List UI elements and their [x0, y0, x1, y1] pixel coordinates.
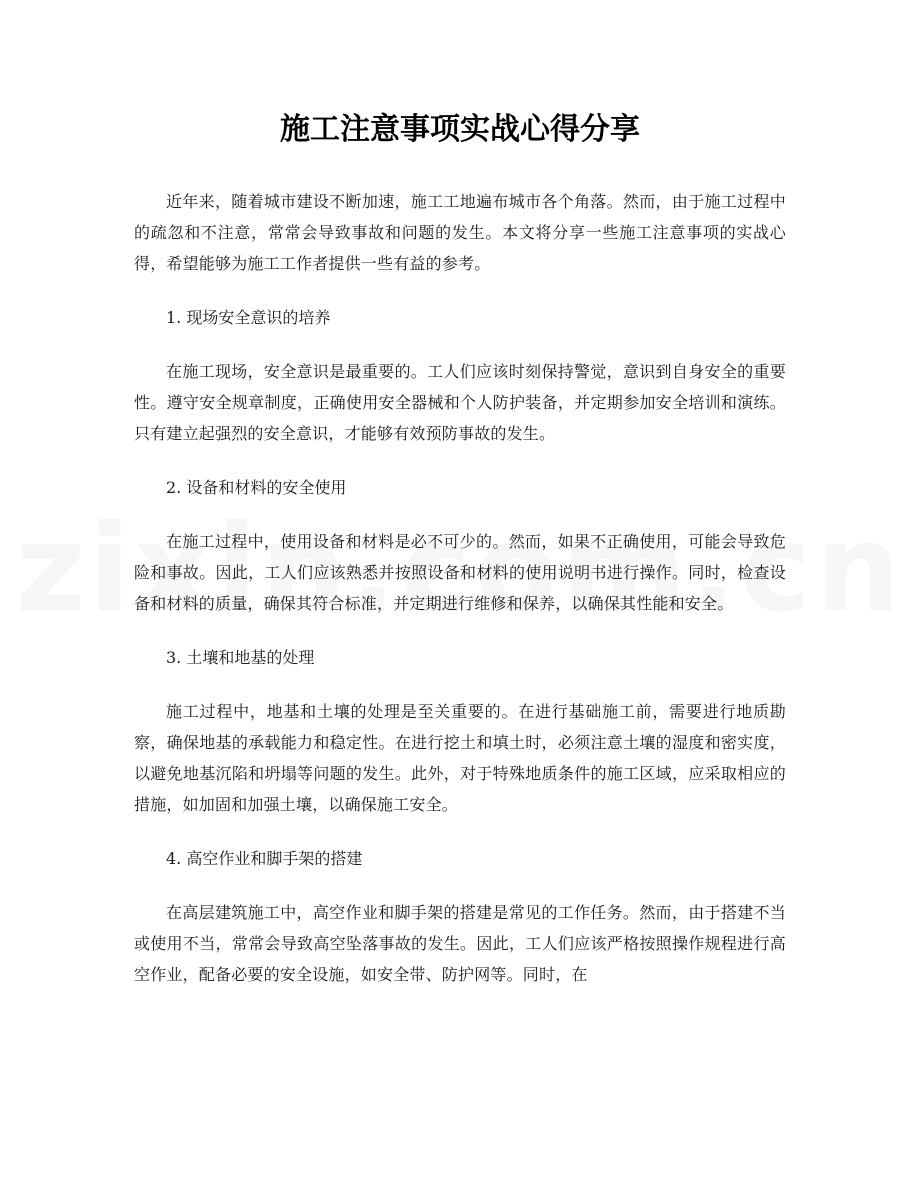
section-heading-1: 1. 现场安全意识的培养 [166, 308, 331, 327]
section-heading-2: 2. 设备和材料的安全使用 [166, 478, 347, 497]
section-heading-3: 3. 土壤和地基的处理 [166, 648, 315, 667]
section-paragraph-1: 在施工现场，安全意识是最重要的。工人们应该时刻保持警觉，意识到自身安全的重要性。遵守安全规章制度，正确使用安全器械和个人防护装备，并定期参加安全培训和演练。只有建立起强烈的安全意识，才能够有效预防事故的发生。 [134, 362, 786, 443]
section-paragraph-2: 在施工过程中，使用设备和材料是必不可少的。然而，如果不正确使用，可能会导致危险和事故。因此，工人们应该熟悉并按照设备和材料的使用说明书进行操作。同时，检查设备和材料的质量，确保其符合标准，并定期进行维修和保养，以确保其性能和安全。 [134, 532, 786, 613]
page-title: 施工注意事项实战心得分享 [280, 112, 640, 147]
section-paragraph-3: 施工过程中，地基和土壤的处理是至关重要的。在进行基础施工前，需要进行地质勘察，确保地基的承载能力和稳定性。在进行挖土和填土时，必须注意土壤的湿度和密实度，以避免地基沉陷和坍塌等问题的发生。此外，对于特殊地质条件的施工区域，应采取相应的措施，如加固和加强土壤，以确保施工安全。 [134, 702, 786, 814]
section-heading-4: 4. 高空作业和脚手架的搭建 [166, 849, 363, 868]
intro-paragraph: 近年来，随着城市建设不断加速，施工工地遍布城市各个角落。然而，由于施工过程中的疏忽和不注意，常常会导致事故和问题的发生。本文将分享一些施工注意事项的实战心得，希望能够为施工工作者提供一些有益的参考。 [134, 192, 786, 273]
section-paragraph-4: 在高层建筑施工中，高空作业和脚手架的搭建是常见的工作任务。然而，由于搭建不当或使用不当，常常会导致高空坠落事故的发生。因此，工人们应该严格按照操作规程进行高空作业，配备必要的安全设施，如安全带、防护网等。同时，在 [134, 903, 786, 984]
article-body [134, 186, 786, 1013]
